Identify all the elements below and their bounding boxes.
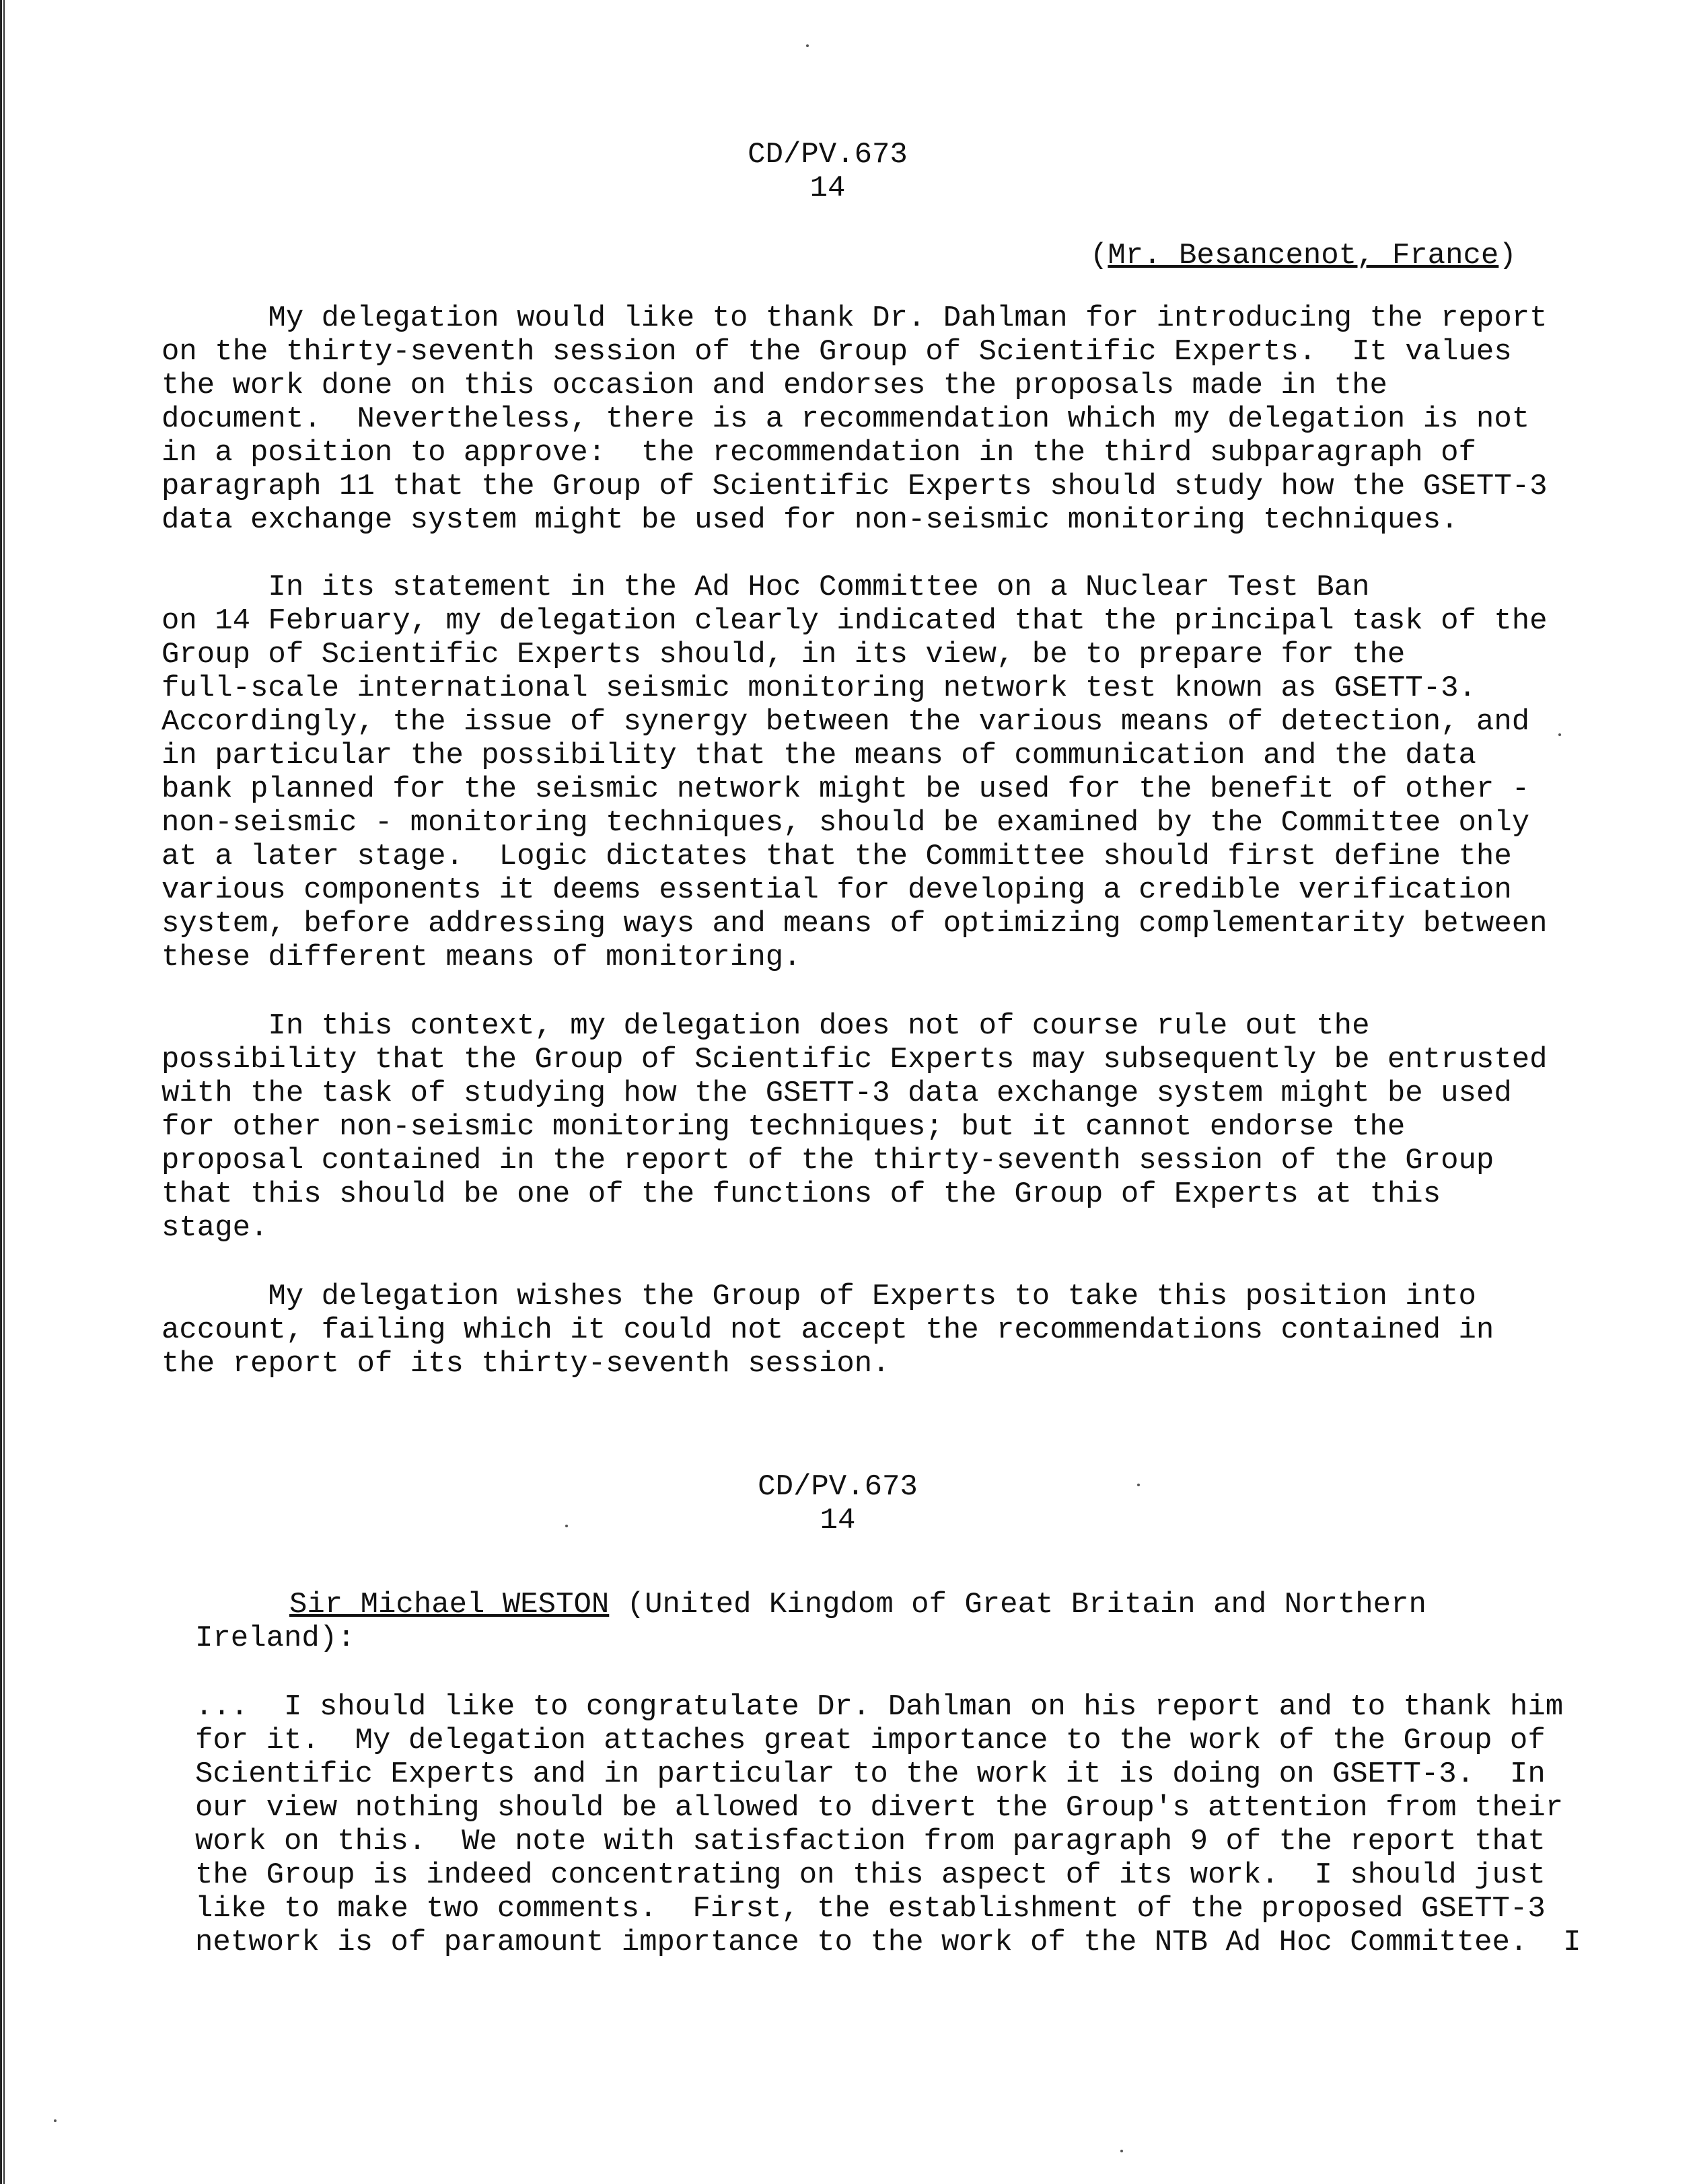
- para3-line: possibility that the Group of Scientific Experts may subsequently be entrusted: [161, 1043, 1548, 1077]
- para4-line: account, failing which it could not accept the recommendations contained in: [161, 1313, 1494, 1347]
- para3-line: that this should be one of the functions of the Group of Experts at this: [161, 1177, 1441, 1211]
- para2-line: bank planned for the seismic network might be used for the benefit of other -: [161, 772, 1530, 806]
- para5-line: network is of paramount importance to the work of the NTB Ad Hoc Committee. I: [195, 1926, 1581, 1959]
- para3-line: proposal contained in the report of the thirty-seventh session of the Group: [161, 1144, 1494, 1177]
- para2-line: system, before addressing ways and means of optimizing complementarity between: [161, 907, 1548, 941]
- page-edge-scan-line: [0, 0, 9, 2184]
- para5-line: like to make two comments. First, the establishment of the proposed GSETT-3: [195, 1892, 1546, 1926]
- para1-line: in a position to approve: the recommendation in the third subparagraph of: [161, 436, 1476, 470]
- para5-line: ... I should like to congratulate Dr. Dahlman on his report and to thank him: [195, 1690, 1564, 1724]
- close-paren: ): [1498, 239, 1517, 272]
- para2-line: Accordingly, the issue of synergy between the various means of detection, and: [161, 705, 1530, 739]
- speaker2-country-cont: Ireland):: [195, 1622, 355, 1655]
- speaker-attribution: [1090, 239, 1517, 272]
- para5-line: work on this. We note with satisfaction from paragraph 9 of the report that: [195, 1825, 1546, 1858]
- para2-line: in particular the possibility that the means of communication and the data: [161, 739, 1476, 772]
- document-symbol-mid: CD/PV.673: [758, 1470, 918, 1504]
- page-number-mid: 14: [820, 1504, 856, 1537]
- para5-line: Scientific Experts and in particular to the work it is doing on GSETT-3. In: [195, 1757, 1546, 1791]
- scan-speck: [1137, 1484, 1140, 1486]
- para2-line: at a later stage. Logic dictates that the Committee should first define the: [161, 840, 1512, 873]
- para2-line: In its statement in the Ad Hoc Committee on a Nuclear Test Ban: [161, 571, 1370, 604]
- para1-line: My delegation would like to thank Dr. Dahlman for introducing the report: [161, 301, 1548, 335]
- para1-line: the work done on this occasion and endorses the proposals made in the: [161, 369, 1387, 402]
- para4-line: My delegation wishes the Group of Experts to take this position into: [161, 1280, 1476, 1313]
- para5-line: the Group is indeed concentrating on this aspect of its work. I should just: [195, 1858, 1546, 1892]
- para1-line: on the thirty-seventh session of the Group of Scientific Experts. It values: [161, 335, 1512, 369]
- scan-speck: [1558, 733, 1561, 736]
- scan-speck: [54, 2119, 57, 2122]
- para3-line: with the task of studying how the GSETT-3 data exchange system might be used: [161, 1077, 1512, 1110]
- speaker2-name: Sir Michael WESTON: [289, 1588, 610, 1622]
- open-paren: (: [1090, 239, 1108, 272]
- para2-line: various components it deems essential for developing a credible verification: [161, 873, 1512, 907]
- para2-line: full-scale international seismic monitoring network test known as GSETT-3.: [161, 671, 1476, 705]
- speaker2-attribution: [289, 1588, 1426, 1622]
- para1-line: paragraph 11 that the Group of Scientific Experts should study how the GSETT-3: [161, 470, 1548, 503]
- scan-speck: [806, 44, 809, 47]
- document-symbol-top: CD/PV.673: [748, 138, 908, 172]
- para2-line: non-seismic - monitoring techniques, should be examined by the Committee only: [161, 806, 1530, 840]
- para3-line: stage.: [161, 1211, 268, 1245]
- para2-line: these different means of monitoring.: [161, 941, 801, 974]
- speaker2-country: (United Kingdom of Great Britain and Northern: [609, 1588, 1426, 1622]
- scan-speck: [565, 1525, 568, 1527]
- speaker-name: Mr. Besancenot, France: [1108, 239, 1499, 272]
- para1-line: data exchange system might be used for non-seismic monitoring techniques.: [161, 503, 1459, 537]
- scan-speck: [1120, 2150, 1123, 2152]
- para2-line: Group of Scientific Experts should, in its view, be to prepare for the: [161, 638, 1406, 671]
- para3-line: for other non-seismic monitoring techniques; but it cannot endorse the: [161, 1110, 1406, 1144]
- para5-line: for it. My delegation attaches great importance to the work of the Group of: [195, 1724, 1546, 1757]
- para2-line: on 14 February, my delegation clearly indicated that the principal task of the: [161, 604, 1548, 638]
- para3-line: In this context, my delegation does not of course rule out the: [161, 1009, 1370, 1043]
- para1-line: document. Nevertheless, there is a recommendation which my delegation is not: [161, 402, 1530, 436]
- page-number-top: 14: [809, 172, 846, 205]
- para4-line: the report of its thirty-seventh session.: [161, 1347, 890, 1381]
- para5-line: our view nothing should be allowed to divert the Group's attention from their: [195, 1791, 1564, 1825]
